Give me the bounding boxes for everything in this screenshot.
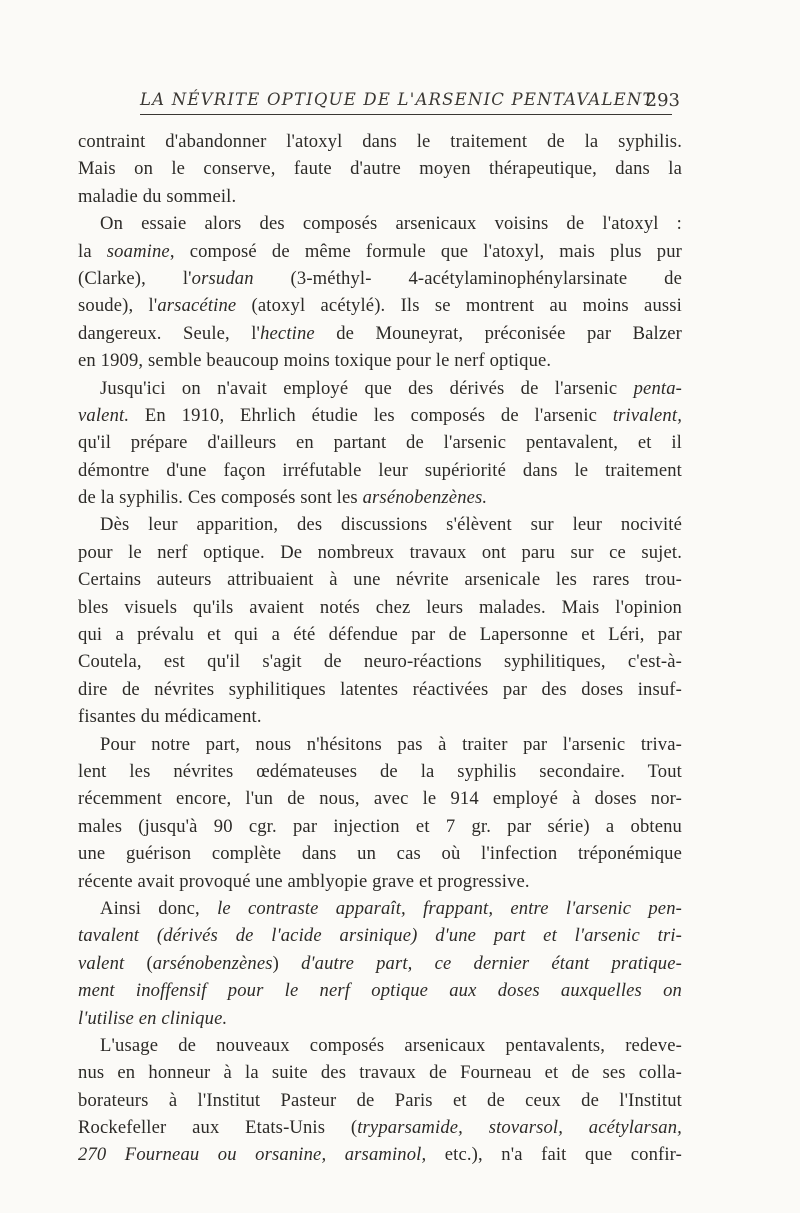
text-segment: nus en honneur à la suite des travaux de Fourneau et de ses colla-: [78, 1062, 682, 1084]
text-line: [78, 895, 682, 922]
italic-text-segment: l'utilise en clinique.: [78, 1007, 228, 1029]
text-line: [78, 922, 682, 949]
italic-text-segment: penta-: [633, 377, 682, 399]
text-segment: récente avait provoqué une amblyopie grave et progressive.: [78, 870, 530, 892]
text-segment: L'usage de nouveaux composés arsenicaux pentavalents, redeve-: [100, 1034, 682, 1056]
text-segment: Mais on le conserve, faute d'autre moyen thérapeutique, dans la: [78, 158, 682, 180]
text-segment: ): [272, 952, 302, 974]
text-line: [78, 648, 682, 675]
text-segment: la: [78, 240, 107, 262]
text-segment: de Mouneyrat, préconisée par Balzer: [314, 322, 682, 344]
text-segment: démontre d'une façon irréfutable leur supériorité dans le traitement: [78, 459, 682, 481]
italic-text-segment: orsudan: [191, 267, 254, 289]
italic-text-segment: d'autre part, ce dernier étant pratique-: [301, 952, 682, 974]
text-segment: soude), l': [78, 295, 158, 317]
text-segment: borateurs à l'Institut Pasteur de Paris et de ceux de l'Institut: [78, 1089, 682, 1111]
text-line: [78, 676, 682, 703]
text-line: [78, 813, 682, 840]
text-line: [78, 621, 682, 648]
text-line: [78, 183, 682, 210]
italic-text-segment: arsénobenzènes.: [362, 487, 488, 509]
text-line: [78, 703, 682, 730]
text-line: [78, 1087, 682, 1114]
text-line: [78, 375, 682, 402]
text-segment: On essaie alors des composés arsenicaux voisins de l'atoxyl :: [100, 213, 682, 235]
italic-text-segment: valent: [78, 952, 125, 974]
text-line: [78, 594, 682, 621]
body-text: [78, 128, 682, 1169]
text-line: [78, 402, 682, 429]
text-line: [78, 1114, 682, 1141]
text-line: [78, 758, 682, 785]
text-segment: récemment encore, l'un de nous, avec le 914 employé à doses nor-: [78, 788, 682, 810]
text-line: [78, 1141, 682, 1168]
text-segment: (Clarke), l': [78, 267, 192, 289]
text-line: [78, 977, 682, 1004]
text-segment: maladie du sommeil.: [78, 185, 237, 207]
text-line: [78, 265, 682, 292]
text-line: [78, 210, 682, 237]
text-segment: (3-méthyl- 4-acétylaminophénylarsinate de: [253, 267, 682, 289]
text-line: [78, 566, 682, 593]
text-segment: Jusqu'ici on n'avait employé que des dérivés de l'arsenic: [100, 377, 634, 399]
text-segment: fisantes du médicament.: [78, 706, 262, 728]
text-line: [78, 539, 682, 566]
text-segment: (: [124, 952, 153, 974]
text-segment: dangereux. Seule, l': [78, 322, 261, 344]
text-segment: pour le nerf optique. De nombreux travaux ont paru sur ce sujet.: [78, 541, 682, 563]
text-line: [78, 840, 682, 867]
text-line: [78, 155, 682, 182]
page-header: [78, 88, 682, 118]
italic-text-segment: le contraste apparaît, frappant, entre l'arsenic pen-: [217, 897, 682, 919]
text-line: [78, 484, 682, 511]
text-segment: Dès leur apparition, des discussions s'élèvent sur leur nocivité: [100, 514, 682, 536]
italic-text-segment: ment inoffensif pour le nerf optique aux doses auxquelles on: [78, 980, 682, 1002]
text-line: [78, 320, 682, 347]
text-segment: en 1909, semble beaucoup moins toxique pour le nerf optique.: [78, 350, 552, 372]
text-line: [78, 731, 682, 758]
italic-text-segment: tryparsamide, stovarsol, acétylarsan,: [357, 1117, 682, 1139]
text-line: [78, 785, 682, 812]
text-segment: de la syphilis. Ces composés sont les: [78, 487, 363, 509]
text-segment: Rockefeller aux Etats-Unis (: [78, 1117, 358, 1139]
text-segment: contraint d'abandonner l'atoxyl dans le traitement de la syphilis.: [78, 131, 682, 152]
text-segment: Coutela, est qu'il s'agit de neuro-réactions syphilitiques, c'est-à-: [78, 651, 682, 673]
text-segment: dire de névrites syphilitiques latentes réactivées par des doses insuf-: [78, 678, 682, 700]
text-segment: qu'il prépare d'ailleurs en partant de l'arsenic pentavalent, et il: [78, 432, 682, 454]
italic-text-segment: arsénobenzènes: [152, 952, 273, 974]
text-line: [78, 1032, 682, 1059]
italic-text-segment: 270 Fourneau ou orsanine, arsaminol,: [78, 1144, 427, 1166]
text-line: [78, 511, 682, 538]
text-segment: , composé de même formule que l'atoxyl, mais plus pur: [169, 240, 682, 262]
text-line: [78, 128, 682, 155]
text-segment: Ainsi donc,: [100, 897, 218, 919]
italic-text-segment: trivalent,: [612, 404, 682, 426]
text-line: [78, 429, 682, 456]
text-line: [78, 868, 682, 895]
running-title: LA NÉVRITE OPTIQUE DE L'ARSENIC PENTAVALENT: [140, 90, 655, 109]
text-segment: males (jusqu'à 90 cgr. par injection et 7 gr. par série) a obtenu: [78, 815, 682, 837]
text-line: [78, 1059, 682, 1086]
italic-text-segment: tavalent (dérivés de l'acide arsinique) d'une part et l'arsenic tri-: [78, 925, 682, 947]
text-segment: etc.), n'a fait que confir-: [426, 1144, 682, 1166]
text-segment: (atoxyl acétylé). Ils se montrent au moins aussi: [236, 295, 682, 317]
text-line: [78, 1005, 682, 1032]
text-segment: une guérison complète dans un cas où l'infection tréponémique: [78, 843, 682, 865]
text-line: [78, 292, 682, 319]
italic-text-segment: soamine: [106, 240, 170, 262]
text-segment: lent les névrites œdémateuses de la syphilis secondaire. Tout: [78, 760, 682, 782]
italic-text-segment: valent.: [78, 404, 130, 426]
text-segment: En 1910, Ehrlich étudie les composés de l'arsenic: [129, 404, 613, 426]
header-rule: [140, 114, 672, 115]
text-line: [78, 238, 682, 265]
italic-text-segment: hectine: [260, 322, 315, 344]
text-line: [78, 457, 682, 484]
text-segment: Pour notre part, nous n'hésitons pas à traiter par l'arsenic triva-: [100, 733, 682, 755]
text-segment: qui a prévalu et qui a été défendue par de Lapersonne et Léri, par: [78, 624, 682, 646]
text-segment: bles visuels qu'ils avaient notés chez leurs malades. Mais l'opinion: [78, 596, 682, 618]
italic-text-segment: arsacétine: [157, 295, 237, 317]
text-line: [78, 347, 682, 374]
text-line: [78, 950, 682, 977]
text-segment: Certains auteurs attribuaient à une névrite arsenicale les rares trou-: [78, 569, 682, 591]
page-number: 293: [645, 90, 680, 111]
